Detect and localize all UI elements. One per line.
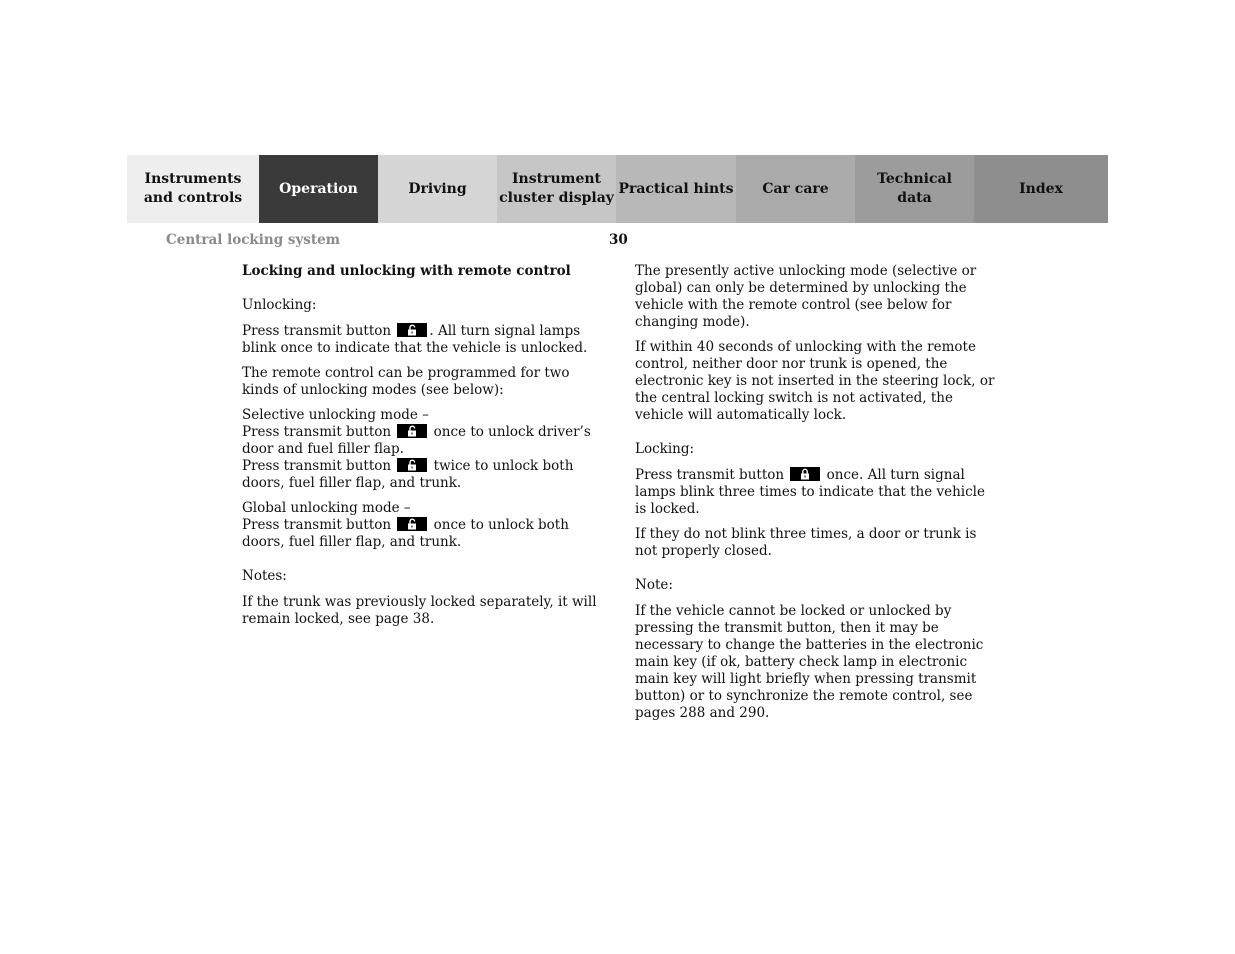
note-label: Note: [635,577,673,593]
tab-label: Operation [279,180,358,197]
paragraph [242,323,607,357]
chapter-nav [127,155,1108,223]
paragraph: The remote control can be programmed for two kinds of unlocking modes (see below): [242,365,570,398]
unlock-icon [397,323,427,337]
paragraph [242,500,607,551]
tab-operation[interactable] [259,155,378,223]
unlock-icon [397,424,427,438]
tab-instruments-and-controls[interactable] [127,155,259,223]
section-heading: Locking and unlocking with remote control [242,263,571,279]
paragraph [242,407,607,492]
tab-driving[interactable] [378,155,497,223]
paragraph: If they do not blink three times, a door or trunk is not properly closed. [635,526,977,559]
tab-label: Practical hints [618,180,734,197]
text: once to unlock both doors, fuel filler flap, and trunk. [242,517,569,550]
lock-icon [790,467,820,481]
tab-label: Driving [408,180,467,197]
paragraph: If the trunk was previously locked separately, it will remain locked, see page 38. [242,594,597,627]
tab-car-care[interactable] [736,155,855,223]
tab-instrument-cluster-display[interactable] [497,155,616,223]
unlock-icon [397,517,427,531]
text: twice to unlock both doors, fuel filler flap, and trunk. [242,458,574,491]
left-column [242,263,607,636]
text: once to unlock driver’s door and fuel filler flap. [242,424,591,457]
paragraph: If within 40 seconds of unlocking with the remote control, neither door nor trunk is opened, the electronic key is not inserted in the steering lock, or the central locking switch is not activated, the vehicle will automatically lock. [635,339,995,423]
text: Press transmit button [242,424,392,440]
notes-label: Notes: [242,568,287,584]
global-mode-title: Global unlocking mode – [242,500,411,516]
selective-mode-title: Selective unlocking mode – [242,407,429,423]
locking-label: Locking: [635,441,695,457]
text: Press transmit button [242,323,392,339]
tab-label: Technical data [877,171,952,206]
tab-index[interactable] [974,155,1108,223]
right-column [635,263,997,730]
text: once. All turn signal lamps blink three times to indicate that the vehicle is locked. [635,467,985,517]
tab-label: Instruments and controls [143,171,243,206]
section-title: Central locking system [166,232,341,248]
tab-label: Index [1019,180,1063,197]
text: . All turn signal lamps blink once to indicate that the vehicle is unlocked. [242,323,588,356]
paragraph [635,467,997,518]
unlock-icon [397,458,427,472]
tab-technical-data[interactable] [855,155,974,223]
page-number: 30 [609,232,628,248]
tab-label: Car care [762,180,829,197]
text: Press transmit button [242,517,392,533]
text: Press transmit button [242,458,392,474]
unlocking-label: Unlocking: [242,297,317,313]
paragraph: The presently active unlocking mode (selective or global) can only be determined by unlocking the vehicle with the remote control (see below for changing mode). [635,263,977,330]
tab-label: Instrument cluster display [499,171,614,206]
tab-practical-hints[interactable] [616,155,736,223]
paragraph: If the vehicle cannot be locked or unlocked by pressing the transmit button, then it may be necessary to change the batteries in the electronic main key (if ok, battery check lamp in electronic main key will light briefly when pressing transmit button) or to synchronize the remote control, see pages 288 and 290. [635,603,984,721]
text: Press transmit button [635,467,785,483]
